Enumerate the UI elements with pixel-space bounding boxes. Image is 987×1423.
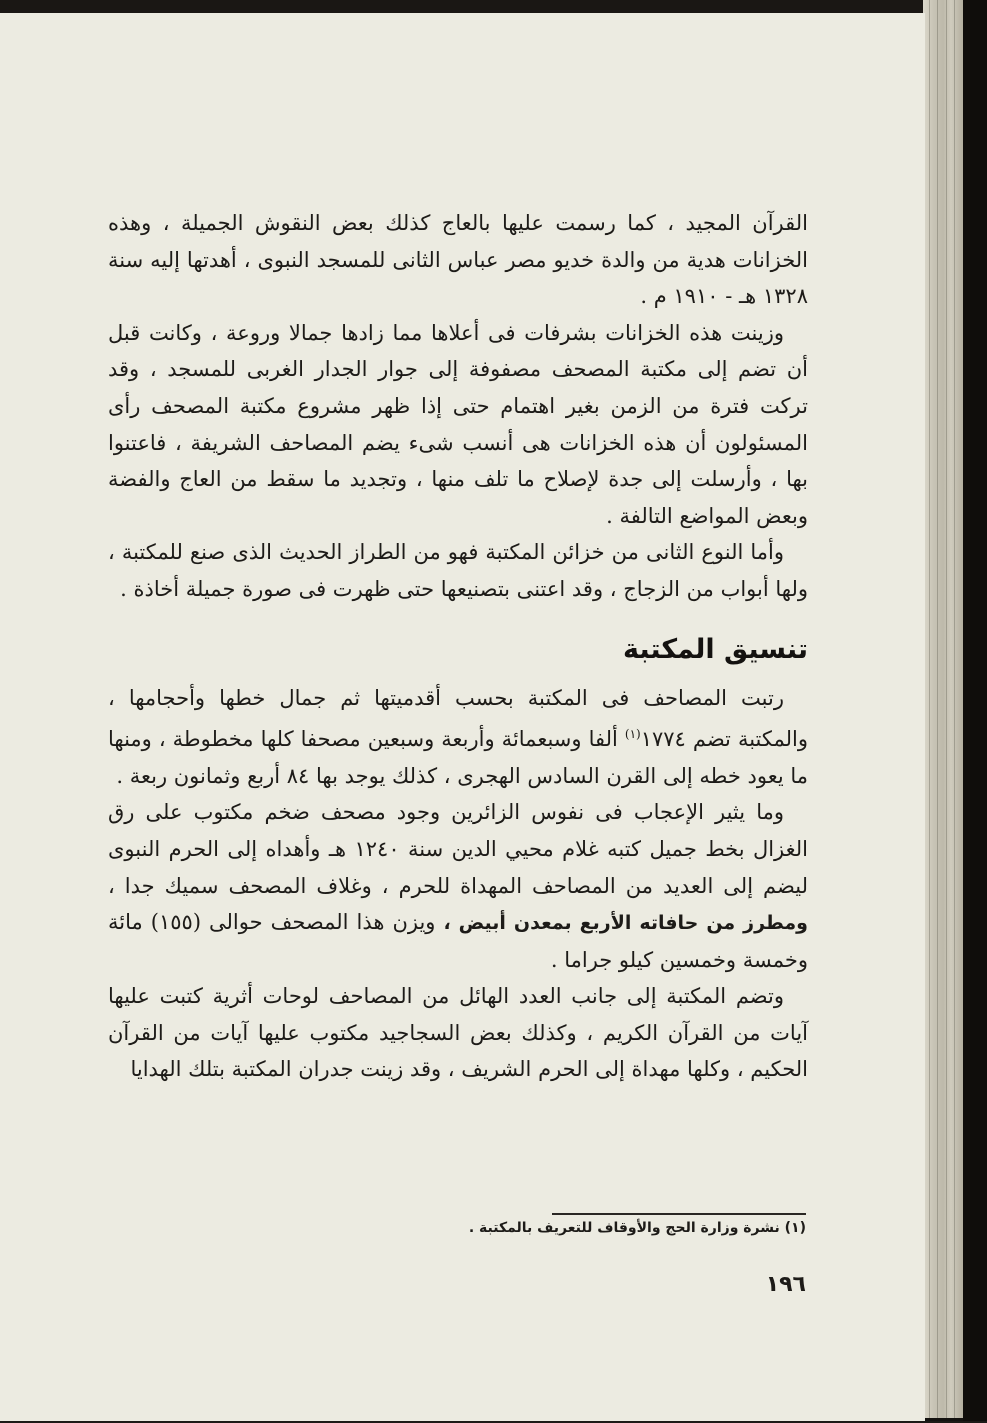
- paragraph-4-text-a: رتبت المصاحف فى المكتبة بحسب أقدميتها ثم جمال خطها وأحجامها ، والمكتبة تضم ١٧٧٤: [108, 685, 808, 752]
- paragraph-6: وتضم المكتبة إلى جانب العدد الهائل من المصاحف لوحات أثرية كتبت عليها آيات من القرآن الكريم ، وكذلك بعض السجاجيد مكتوب عليها آيات من القرآن الحكيم ، وكلها مهداة إلى الحرم الشريف ، وقد زينت جدران المكتبة بتلك الهدايا: [108, 984, 808, 1082]
- paragraph-4: [108, 680, 808, 795]
- paragraph-2: وزينت هذه الخزانات بشرفات فى أعلاها مما زادها جمالا وروعة ، وكانت قبل أن تضم إلى مكتبة المصحف مصفوفة إلى جوار الجدار الغربى للمسجد ، وقد تركت فترة من الزمن بغير اهتمام حتى إذا ظهر مشروع مكتبة المصحف رأى المسئولون أن هذه الخزانات هى أنسب شىء يضم المصاحف الشريفة ، فاعتنوا بها ، وأرسلت إلى جدة لإصلاح ما تلف منها ، وتجديد ما سقط من العاج والفضة وبعض المواضع التالفة .: [108, 320, 808, 528]
- paragraph-5-bold: ومطرز من حافاته الأربع بمعدن أبيض ،: [443, 912, 808, 935]
- paragraph-4-text-b: ألفا وسبعمائة وأربعة وسبعين مصحفا كلها مخطوطة ، ومنها ما يعود خطه إلى القرن السادس الهجرى ، كذلك يوجد بها ٨٤ أربع وثمانون ربعة .: [108, 727, 808, 788]
- paragraph-3: وأما النوع الثانى من خزائن المكتبة فهو من الطراز الحديث الذى صنع للمكتبة ، ولها أبواب من الزجاج ، وقد اعتنى بتصنيعها حتى ظهرت فى صورة جميلة أخاذة .: [108, 540, 808, 601]
- footnote-ref: (١): [624, 727, 641, 742]
- paragraph-5-text-a: وما يثير الإعجاب فى نفوس الزائرين وجود مصحف ضخم مكتوب على رق الغزال بخط جميل كتبه غلام محيي الدين سنة ١٢٤٠ هـ وأهداه إلى الحرم النبوى ليضم إلى العديد من المصاحف المهداة للحرم ، وغلاف المصحف سميك جدا ،: [108, 800, 808, 898]
- paragraph-5-text-b: ويزن هذا المصحف حوالى (١٥٥) مائة وخمسة وخمسين كيلو جراما .: [108, 910, 808, 972]
- book-page-edges: [923, 0, 963, 1418]
- scan-right-border: [963, 0, 987, 1423]
- page-body: [108, 205, 808, 1088]
- footnote-divider: [552, 1213, 806, 1215]
- paragraph-1: القرآن المجيد ، كما رسمت عليها بالعاج كذلك بعض النقوش الجميلة ، وهذه الخزانات هدية من والدة خديو مصر عباس الثانى للمسجد النبوى ، أهدتها إليه سنة ١٣٢٨ هـ - ١٩١٠ م .: [108, 211, 808, 309]
- scan-top-border: [0, 0, 987, 13]
- section-heading: تنسيق المكتبة: [622, 633, 808, 665]
- page-number: ١٩٦: [765, 1272, 806, 1297]
- paragraph-5: [108, 794, 808, 978]
- footnote: (١) نشرة وزارة الحج والأوقاف للتعريف بالمكتبة .: [468, 1220, 806, 1236]
